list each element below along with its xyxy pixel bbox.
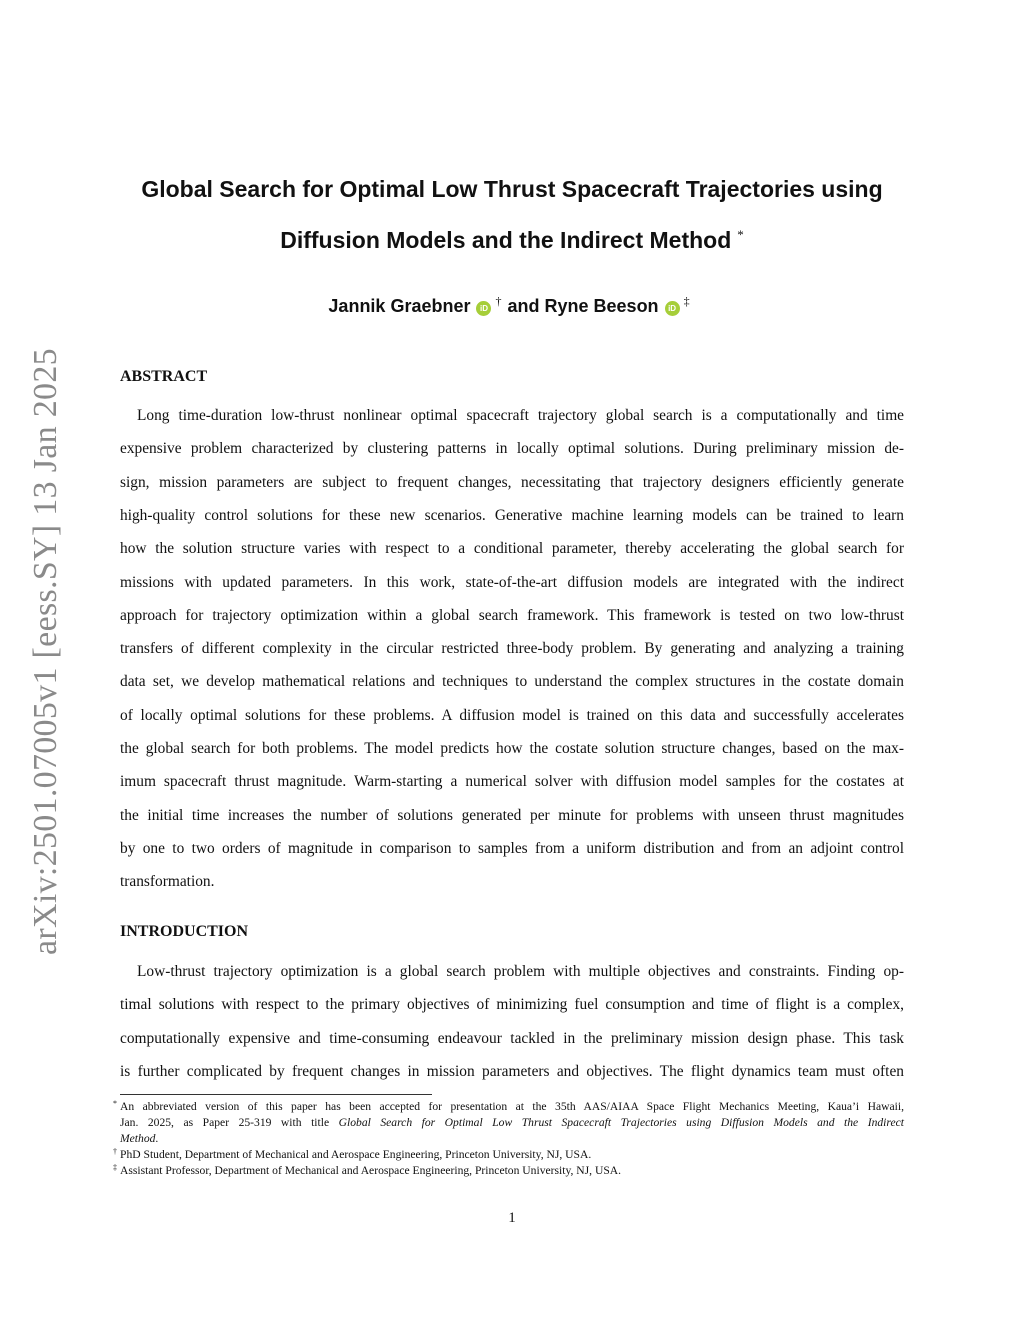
introduction-line: computationally expensive and time-consuming endeavour tackled in the preliminary mission design phase. This task	[120, 1029, 904, 1047]
abstract-line: of locally optimal solutions for these problems. A diffusion model is trained on this data and successfully accelerates	[120, 706, 904, 724]
abstract-line: approach for trajectory optimization within a global search framework. This framework is tested on two low-thrust	[120, 606, 904, 624]
abstract-line: imum spacecraft thrust magnitude. Warm-starting a numerical solver with diffusion model samples for the costates at	[120, 773, 904, 791]
author-1-affiliation-mark: †	[495, 294, 502, 308]
title-line-2-text: Diffusion Models and the Indirect Method	[280, 227, 732, 253]
abstract-line: expensive problem characterized by clustering patterns in locally optimal solutions. During preliminary mission de-	[120, 440, 904, 458]
footnote-divider	[120, 1094, 432, 1095]
footnote-3-symbol: ‡	[113, 1163, 117, 1172]
abstract-line: the initial time increases the number of solutions generated per minute for problems with unseen thrust magnitudes	[120, 806, 904, 824]
author-name-1: Jannik Graebner	[328, 296, 471, 316]
footnote-1-symbol: *	[113, 1099, 117, 1108]
footnote-1-line-2	[120, 1115, 904, 1131]
footnote-2-symbol: †	[113, 1147, 117, 1156]
introduction-heading: INTRODUCTION	[120, 923, 249, 940]
author-name-2: Ryne Beeson	[544, 296, 659, 316]
abstract-line: missions with updated parameters. In this work, state-of-the-art diffusion models are integrated with the indirect	[120, 573, 904, 591]
arxiv-identifier: arXiv:2501.07005v1 [eess.SY] 13 Jan 2025	[27, 348, 64, 955]
abstract-line: the global search for both problems. The model predicts how the costate solution structure changes, based on the max-	[120, 740, 904, 757]
footnote-1-line-1	[113, 1099, 904, 1115]
author-connector: and	[507, 296, 540, 316]
title-line-1: Global Search for Optimal Low Thrust Spacecraft Trajectories using	[141, 176, 883, 202]
footnote-1-line-3	[120, 1131, 904, 1147]
page-number: 1	[508, 1210, 516, 1226]
orcid-icon[interactable]: iD	[476, 301, 491, 316]
footnote-1-prefix: Jan. 2025, as Paper 25-319 with title	[120, 1116, 339, 1129]
author-list	[110, 294, 914, 317]
abstract-line: transformation.	[120, 873, 215, 891]
footnote-3	[113, 1163, 904, 1179]
footnote-2	[113, 1147, 904, 1163]
footnote-2-text: PhD Student, Department of Mechanical and Aerospace Engineering, Princeton University, NJ, USA.	[120, 1148, 592, 1161]
introduction-line: timal solutions with respect to the primary objectives of minimizing fuel consumption and time of flight is a complex,	[120, 996, 904, 1014]
abstract-heading: ABSTRACT	[120, 368, 208, 385]
title-footnote-mark: *	[737, 227, 744, 243]
abstract-line: data set, we develop mathematical relations and techniques to understand the complex structures in the costate domain	[120, 673, 904, 691]
abstract-line: how the solution structure varies with respect to a conditional parameter, thereby accelerating the global search for	[120, 540, 904, 558]
author-2-affiliation-mark: ‡	[683, 294, 690, 308]
introduction-line: Low-thrust trajectory optimization is a global search problem with multiple objectives and constraints. Finding op-	[137, 963, 904, 980]
title-line-2	[110, 227, 914, 254]
footnote-1-suffix: .	[155, 1132, 159, 1145]
orcid-icon[interactable]: iD	[665, 301, 680, 316]
introduction-line: is further complicated by frequent changes in mission parameters and objectives. The flight dynamics team must often	[120, 1062, 904, 1080]
abstract-line: Long time-duration low-thrust nonlinear optimal spacecraft trajectory global search is a computationally and time	[137, 407, 904, 424]
abstract-line: high-quality control solutions for these new scenarios. Generative machine learning models can be trained to learn	[120, 506, 904, 524]
footnote-3-text: Assistant Professor, Department of Mechanical and Aerospace Engineering, Princeton University, NJ, USA.	[120, 1164, 622, 1177]
abstract-line: by one to two orders of magnitude in comparison to samples from a uniform distribution and from an adjoint control	[120, 839, 904, 857]
footnote-1-paper-title: Global Search for Optimal Low Thrust Spacecraft Trajectories using Diffusion Models and the Indirect	[338, 1116, 904, 1129]
abstract-line: transfers of different complexity in the circular restricted three-body problem. By generating and analyzing a training	[120, 640, 904, 658]
footnote-1-text: An abbreviated version of this paper has been accepted for presentation at the 35th AAS/AIAA Space Flight Mechanics Meeting, Kaua’i Hawaii,	[120, 1100, 904, 1113]
footnote-1-paper-title-end: Method	[120, 1132, 156, 1145]
abstract-line: sign, mission parameters are subject to frequent changes, necessitating that trajectory designers efficiently generate	[120, 473, 904, 491]
